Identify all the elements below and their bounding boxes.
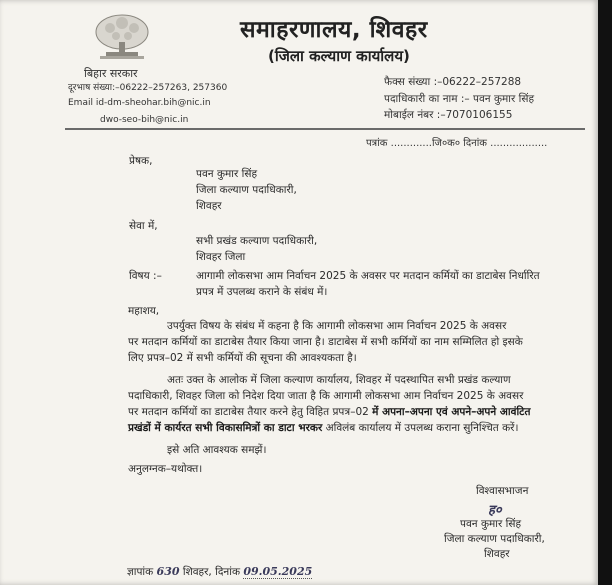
enclosure-note: अनुलग्नक–यथोक्त। [128,463,203,475]
recipient-line2: शिवहर जिला [196,251,246,263]
fax-number: फैक्स संख्या :–06222–257288 [384,76,522,88]
subject-label: विषय :– [129,270,162,282]
government-label: बिहार सरकार [84,67,138,80]
recipient-line1: सभी प्रखंड कल्याण पदाधिकारी, [196,235,318,247]
scan-border [598,0,612,585]
email-address-secondary: dwo-seo-bih@nic.in [100,115,189,125]
signatory-designation: जिला कल्याण पदाधिकारी, [444,533,545,545]
email-address: Email id-dm-sheohar.bih@nic.in [68,98,211,108]
signatory-place: शिवहर [484,548,510,560]
signatory-name: पवन कुमार सिंह [460,518,522,530]
signature-closing: विश्वासभाजन [476,485,529,497]
dispatch-line [127,565,312,579]
para2-line3-emphasis: में अपना–अपना एवं अपने–अपने आवंटित [372,406,531,418]
para2-line4-normal: अविलंब कार्यालय में उपलब्ध कराना सुनिश्चित करें। [322,422,519,434]
para1-line1: उपर्युक्त विषय के संबंध में कहना है कि आगामी लोकसभा आम निर्वाचन 2025 के अवसर [167,320,507,332]
dispatch-place-date-label: शिवहर, दिनांक [182,566,241,578]
dispatch-label: ज्ञापांक [127,566,154,578]
sender-name: पवन कुमार सिंह [196,168,258,180]
mobile-number: मोबाईल नंबर :–7070106155 [384,109,513,121]
officer-name: पदाधिकारी का नाम :– पवन कुमार सिंह [384,93,535,105]
para1-line3: लिए प्रपत्र–02 में सभी कर्मियों की सूचना की आवश्यकता है। [128,352,357,364]
sender-label: प्रेषक, [129,155,153,167]
para2-line1: अतः उक्त के आलोक में जिला कल्याण कार्यालय, शिवहर में पदस्थापित सभी प्रखंड कल्याण [167,374,511,386]
para2-line2: पदाधिकारी, शिवहर जिला को निदेश दिया जाता है कि आगामी लोकसभा आम निर्वाचन 2025 के अवसर [128,390,524,402]
reference-line: पत्रांक .............जि०क० दिनांक .................. [366,138,548,149]
office-subtitle: (जिला कल्याण कार्यालय) [268,47,410,65]
header-divider [65,128,585,130]
sender-place: शिवहर [196,200,222,212]
salutation: महाशय, [128,305,160,317]
bodhi-tree-emblem-icon [80,12,164,62]
office-title: समाहरणालय, शिवहर [240,17,428,43]
closing-note: इसे अति आवश्यक समझें। [167,444,267,456]
sender-designation: जिला कल्याण पदाधिकारी, [196,184,297,196]
recipient-label: सेवा में, [129,220,158,232]
subject-line2: प्रपत्र में उपलब्ध कराने के संबंध में। [196,286,328,298]
para2-line4 [128,421,518,435]
para2-line3-normal: पर मतदान कर्मियों का डाटाबेस तैयार करने हेतु विहित प्रपत्र–02 [128,406,373,418]
phone-number: दूरभाष संख्या:–06222–257263, 257360 [68,83,228,93]
para2-line3 [128,405,530,419]
dispatch-number: 630 [156,565,180,578]
handwritten-initials: ह० [488,503,502,518]
para2-line4-emphasis: प्रखंडों में कार्यरत सभी विकासमित्रों का डाटा भरकर [128,422,323,434]
subject-line1: आगामी लोकसभा आम निर्वाचन 2025 के अवसर पर मतदान कर्मियों का डाटाबेस निर्धारित [196,270,540,282]
dispatch-date: 09.05.2025 [243,565,313,578]
para1-line2: पर मतदान कर्मियों का डाटाबेस तैयार किया जाना है। डाटाबेस में सभी कर्मियों का नाम सम्मिलित हो इसके [128,336,523,348]
